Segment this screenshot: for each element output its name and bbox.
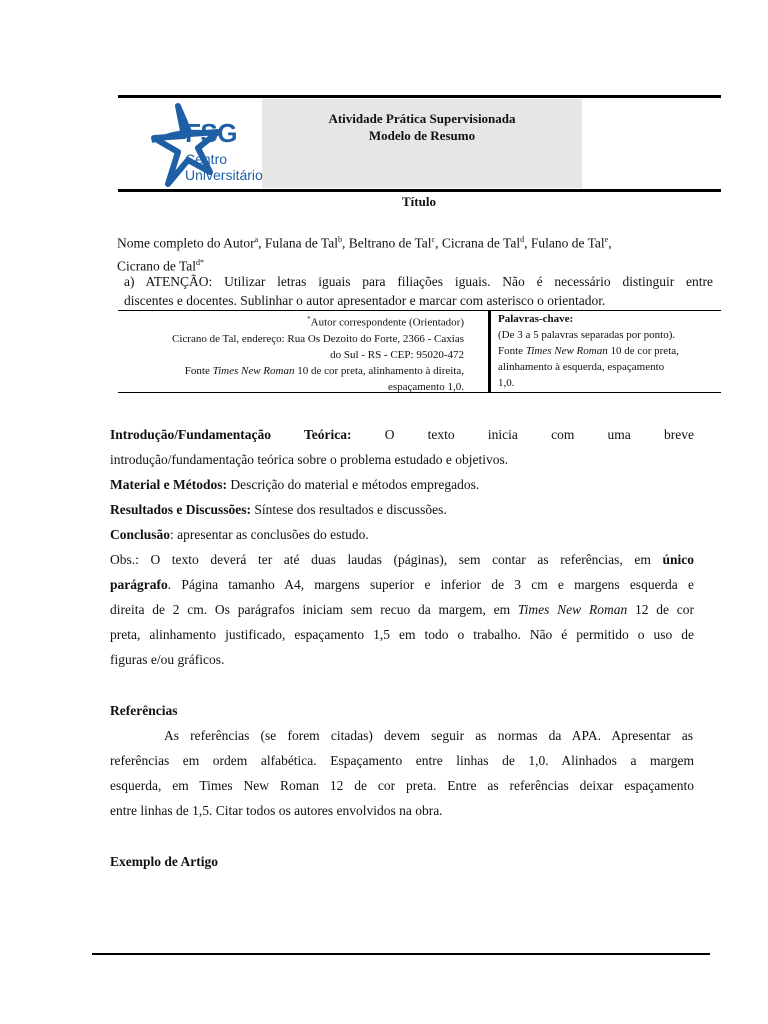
material-metodos: Material e Métodos: Descrição do material e métodos empregados.	[110, 477, 480, 492]
footer-rule	[92, 953, 710, 955]
atencao-line1: a) ATENÇÃO: Utilizar letras iguais para filiações iguais. Não é necessário distinguir entre	[124, 274, 713, 289]
header-top-rule	[118, 95, 721, 98]
referencias-line1: As referências (se forem citadas) devem seguir as normas da APA. Apresentar as	[164, 728, 693, 743]
obs-line5: figuras e/ou gráficos.	[110, 652, 225, 667]
conclusao: Conclusão: apresentar as conclusões do estudo.	[110, 527, 369, 542]
exemplo-heading: Exemplo de Artigo	[110, 854, 218, 869]
obs-line2: parágrafo. Página tamanho A4, margens superior e inferior de 3 cm e margens esquerda e	[110, 577, 694, 592]
obs-line3: direita de 2 cm. Os parágrafos iniciam sem recuo da margem, em Times New Roman 12 de cor	[110, 602, 694, 617]
authors-line: Nome completo do Autor$^a$, Fulana de Tal$^b$, Beltrano de Tal$^c$, Cicrana de Tal$^d$, Fulano de Tal$^e$, Cicrano de Tal$^{d*}$	[117, 235, 612, 273]
referencias-line4: entre linhas de 1,5. Citar todos os autores envolvidos na obra.	[110, 803, 443, 818]
obs-line1: Obs.: O texto deverá ter até duas laudas (páginas), sem contar as referências, em único	[110, 552, 694, 567]
logo-line2: Centro	[185, 151, 228, 167]
intro-line1: Introdução/Fundamentação Teórica: O texto inicia com uma breve	[110, 427, 694, 442]
logo-brand: FSG	[185, 118, 237, 148]
intro-line2: introdução/fundamentação teórica sobre o problema estudado e objetivos.	[110, 452, 509, 467]
referencias-line2: referências em ordem alfabética. Espaçamento entre linhas de 1,0. Alinhados a margem	[110, 753, 694, 768]
box-divider	[488, 310, 491, 393]
document-title: Título	[402, 194, 436, 209]
keywords-block: Palavras-chave: (De 3 a 5 palavras separadas por ponto). Fonte Times New Roman 10 de cor preta, alinhamento à esquerda, espaçamento 1,0.	[498, 313, 679, 389]
resultados-discussoes: Resultados e Discussões: Síntese dos resultados e discussões.	[110, 502, 447, 517]
logo-line3: Universitário	[185, 167, 263, 183]
header-title-line2: Modelo de Resumo	[368, 128, 476, 143]
obs-line4: preta, alinhamento justificado, espaçamento 1,5 em todo o trabalho. Não é permitido o uso de	[110, 627, 694, 642]
corresponding-author-block: *Autor correspondente (Orientador) Cicrano de Tal, endereço: Rua Os Dezoito do Forte, 2366 - Caxias do Sul - RS - CEP: 95020-472 Fonte Times New Roman 10 de cor preta, alinhamento à direita, espaçamento 1,0.	[172, 315, 464, 393]
header-bottom-rule	[118, 189, 721, 192]
referencias-line3: esquerda, em Times New Roman 12 de cor preta. Entre as referências deixar espaçamento	[110, 778, 694, 793]
header-title-line1: Atividade Prática Supervisionada	[328, 111, 516, 126]
referencias-heading: Referências	[110, 703, 178, 718]
atencao-line2: discentes e docentes. Sublinhar o autor apresentador e marcar com asterisco o orientador.	[124, 293, 606, 308]
